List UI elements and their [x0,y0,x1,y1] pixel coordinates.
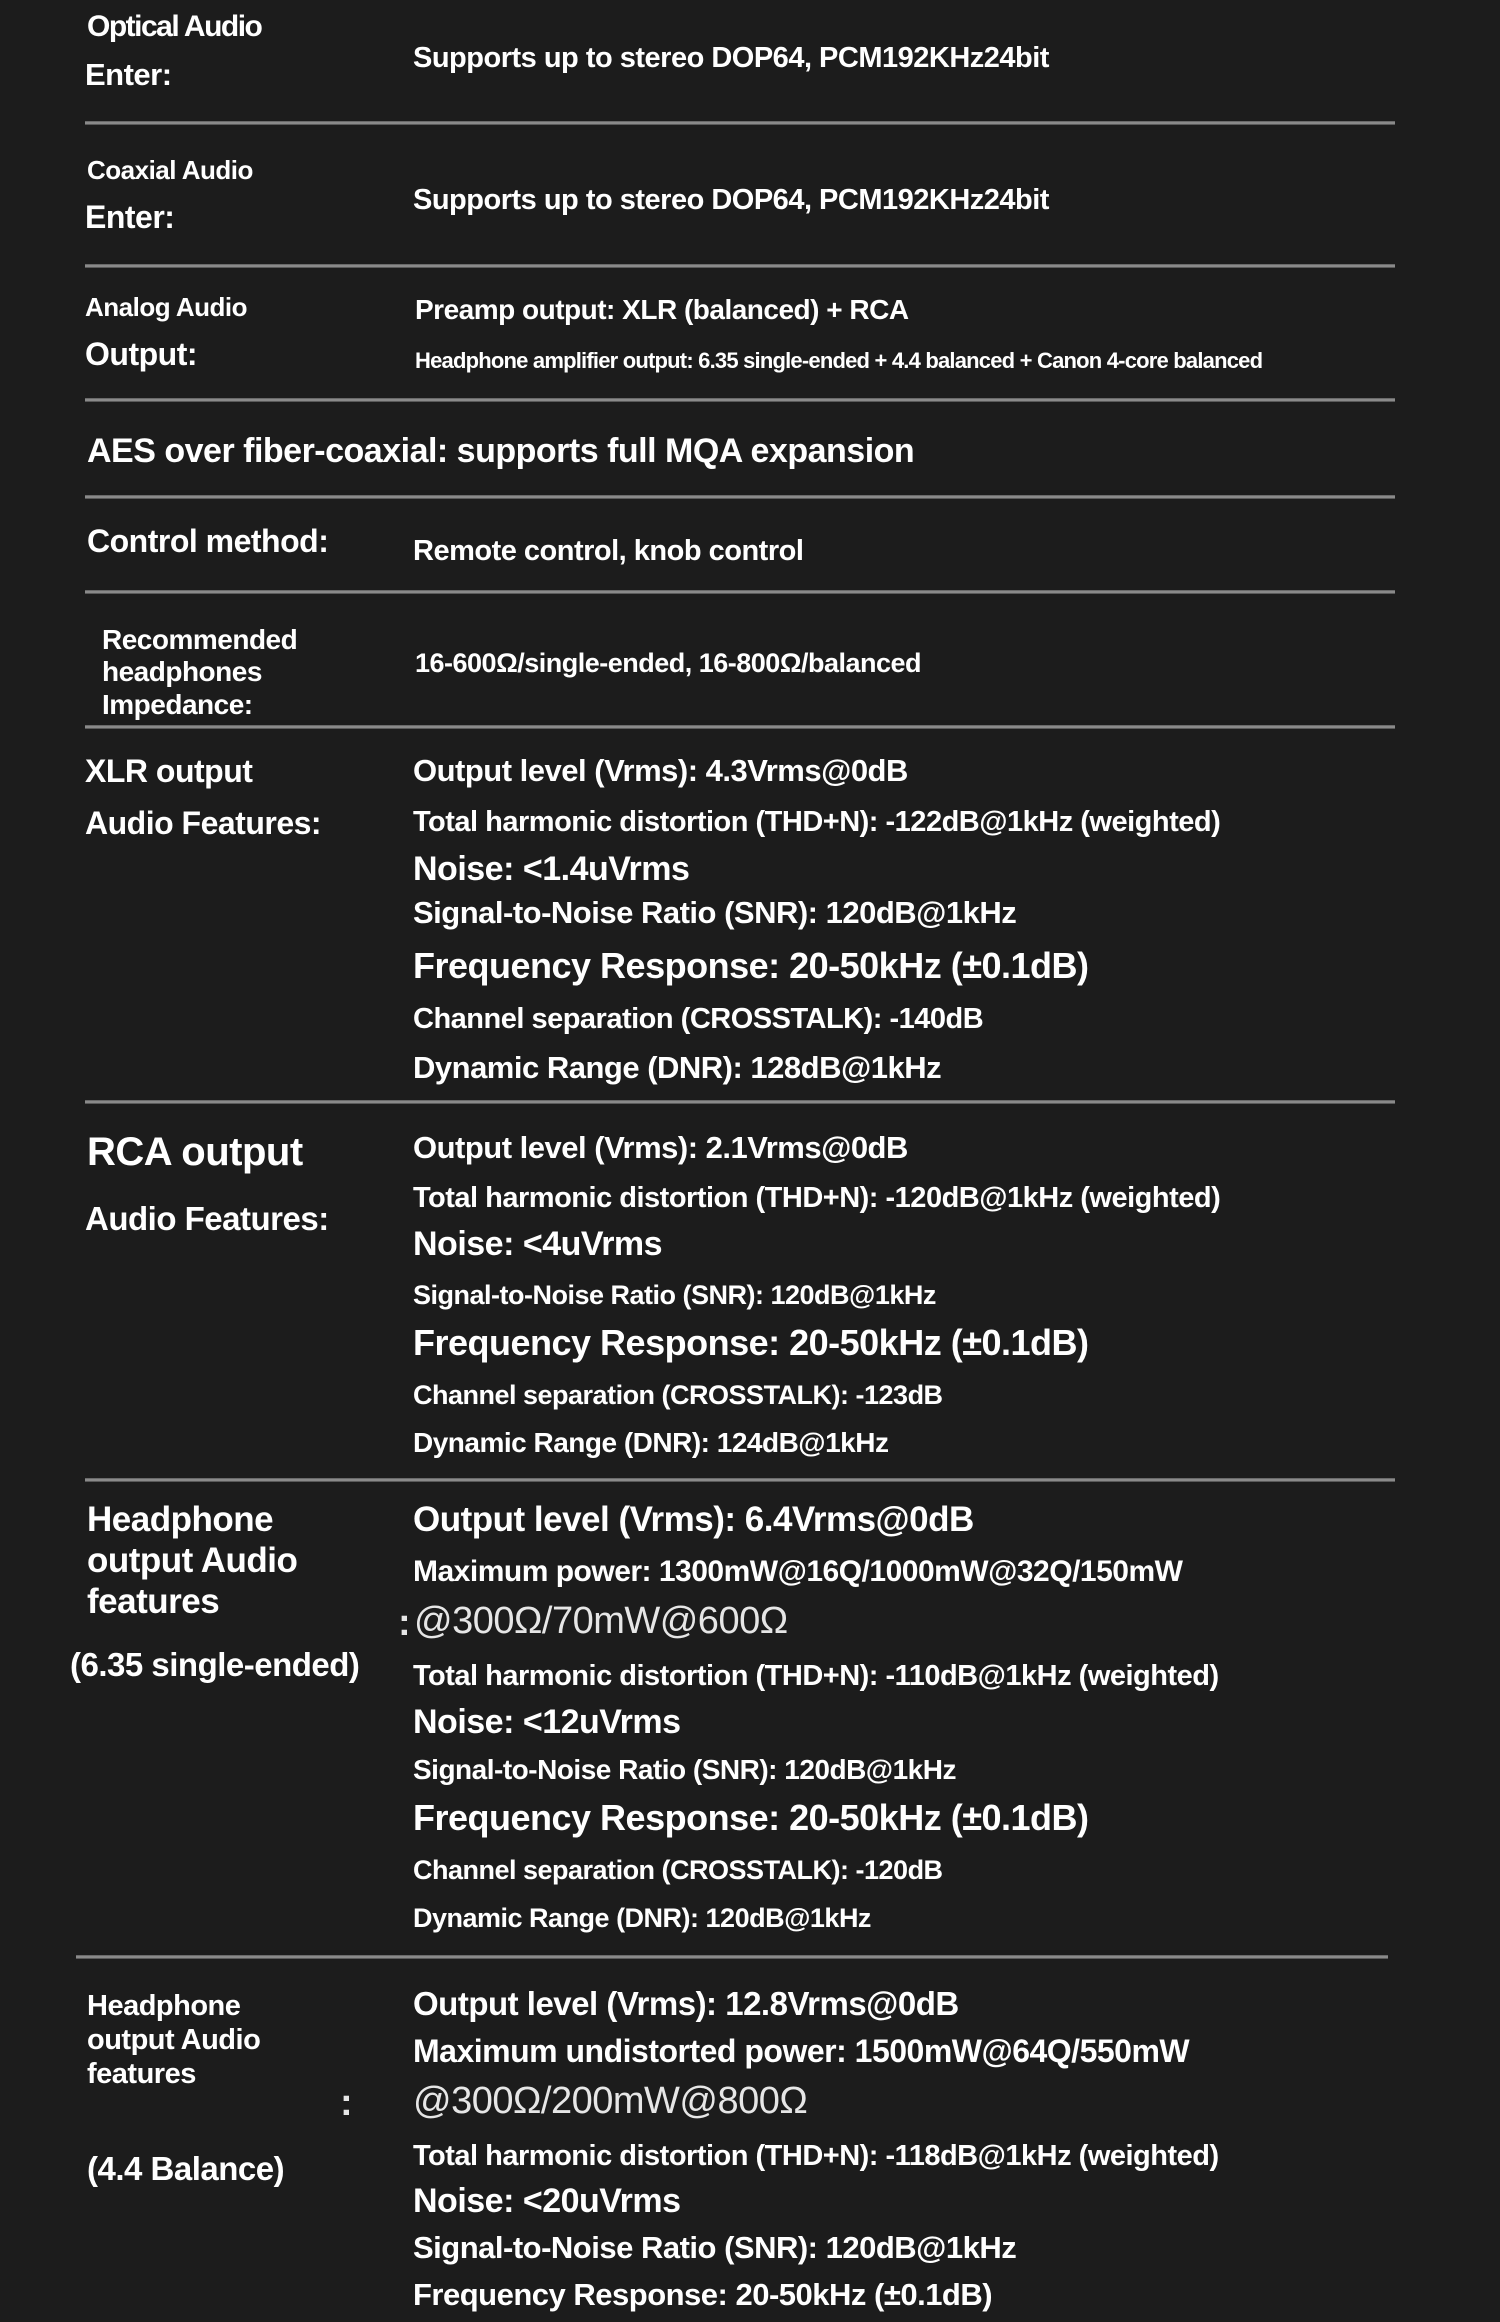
hp44-max-power: Maximum undistorted power: 1500mW@64Q/550mW [413,2033,1190,2069]
xlr-output-level: Output level (Vrms): 4.3Vrms@0dB [413,753,908,788]
hp635-snr: Signal-to-Noise Ratio (SNR): 120dB@1kHz [413,1754,956,1785]
hp635-noise: Noise: <12uVrms [413,1703,681,1741]
analog-value-preamp: Preamp output: XLR (balanced) + RCA [415,294,909,325]
divider [85,1478,1395,1482]
hp635-colon: : [398,1602,411,1644]
rca-thd: Total harmonic distortion (THD+N): -120dB@1kHz (weighted) [413,1182,1221,1214]
hp635-label-line3: features [87,1582,220,1621]
xlr-snr: Signal-to-Noise Ratio (SNR): 120dB@1kHz [413,895,1017,930]
divider [76,1955,1388,1959]
control-label: Control method: [87,523,329,559]
xlr-frequency-response: Frequency Response: 20-50kHz (±0.1dB) [413,945,1089,986]
impedance-label-line2: headphones [102,656,262,687]
rca-label-line1: RCA output [87,1130,303,1174]
optical-value: Supports up to stereo DOP64, PCM192KHz24bit [413,42,1049,74]
hp44-output-level: Output level (Vrms): 12.8Vrms@0dB [413,1985,959,2022]
hp44-noise: Noise: <20uVrms [413,2182,681,2220]
xlr-label-line2: Audio Features: [85,805,322,841]
impedance-label-line1: Recommended [102,624,298,655]
hp44-sub-label: (4.4 Balance) [87,2150,285,2187]
hp635-frequency-response: Frequency Response: 20-50kHz (±0.1dB) [413,1797,1089,1838]
hp44-snr: Signal-to-Noise Ratio (SNR): 120dB@1kHz [413,2230,1017,2265]
xlr-dynamic-range: Dynamic Range (DNR): 128dB@1kHz [413,1050,942,1085]
xlr-crosstalk: Channel separation (CROSSTALK): -140dB [413,1003,984,1035]
xlr-label-line1: XLR output [85,753,253,789]
divider [85,121,1395,125]
optical-label-line2: Enter: [85,57,172,92]
hp635-label-line2: output Audio [87,1541,298,1580]
rca-output-level: Output level (Vrms): 2.1Vrms@0dB [413,1130,908,1165]
divider [85,398,1395,402]
hp44-thd: Total harmonic distortion (THD+N): -118dB@1kHz (weighted) [413,2140,1219,2172]
rca-snr: Signal-to-Noise Ratio (SNR): 120dB@1kHz [413,1280,936,1310]
impedance-label-line3: Impedance: [102,689,253,720]
analog-value-headphone: Headphone amplifier output: 6.35 single-ended + 4.4 balanced + Canon 4-core balanced [415,348,1263,373]
hp44-label-line1: Headphone [87,1990,241,2022]
aes-mqa-note: AES over fiber-coaxial: supports full MQA expansion [87,432,915,470]
divider [85,495,1395,499]
hp635-label-line1: Headphone [87,1500,274,1539]
rca-noise: Noise: <4uVrms [413,1225,663,1263]
optical-label-line1: Optical Audio [87,10,262,43]
control-value: Remote control, knob control [413,535,804,567]
hp44-colon: : [340,2082,353,2124]
hp635-max-power-cont: @300Ω/70mW@600Ω [414,1600,788,1642]
xlr-noise: Noise: <1.4uVrms [413,850,690,888]
hp44-label-line3: features [87,2058,196,2090]
divider [85,590,1395,594]
coaxial-label-line2: Enter: [85,199,175,235]
coaxial-value: Supports up to stereo DOP64, PCM192KHz24bit [413,184,1049,216]
hp44-label-line2: output Audio [87,2024,261,2056]
hp44-frequency-response: Frequency Response: 20-50kHz (±0.1dB) [413,2277,993,2312]
rca-crosstalk: Channel separation (CROSSTALK): -123dB [413,1380,943,1410]
hp635-dynamic-range: Dynamic Range (DNR): 120dB@1kHz [413,1903,871,1933]
coaxial-label-line1: Coaxial Audio [87,155,253,185]
divider [85,264,1395,268]
rca-label-line2: Audio Features: [85,1200,329,1237]
hp635-thd: Total harmonic distortion (THD+N): -110dB@1kHz (weighted) [413,1660,1219,1692]
hp635-output-level: Output level (Vrms): 6.4Vrms@0dB [413,1500,974,1539]
hp635-max-power: Maximum power: 1300mW@16Q/1000mW@32Q/150mW [413,1555,1183,1588]
analog-label-line2: Output: [85,336,197,372]
hp44-max-power-cont: @300Ω/200mW@800Ω [413,2080,808,2122]
rca-frequency-response: Frequency Response: 20-50kHz (±0.1dB) [413,1322,1089,1363]
hp635-crosstalk: Channel separation (CROSSTALK): -120dB [413,1855,943,1885]
divider [85,1100,1395,1104]
xlr-thd: Total harmonic distortion (THD+N): -122dB@1kHz (weighted) [413,806,1221,838]
analog-label-line1: Analog Audio [85,292,248,322]
rca-dynamic-range: Dynamic Range (DNR): 124dB@1kHz [413,1427,889,1458]
impedance-value: 16-600Ω/single-ended, 16-800Ω/balanced [415,648,922,678]
divider [85,725,1395,729]
hp635-sub-label: (6.35 single-ended) [70,1646,360,1683]
